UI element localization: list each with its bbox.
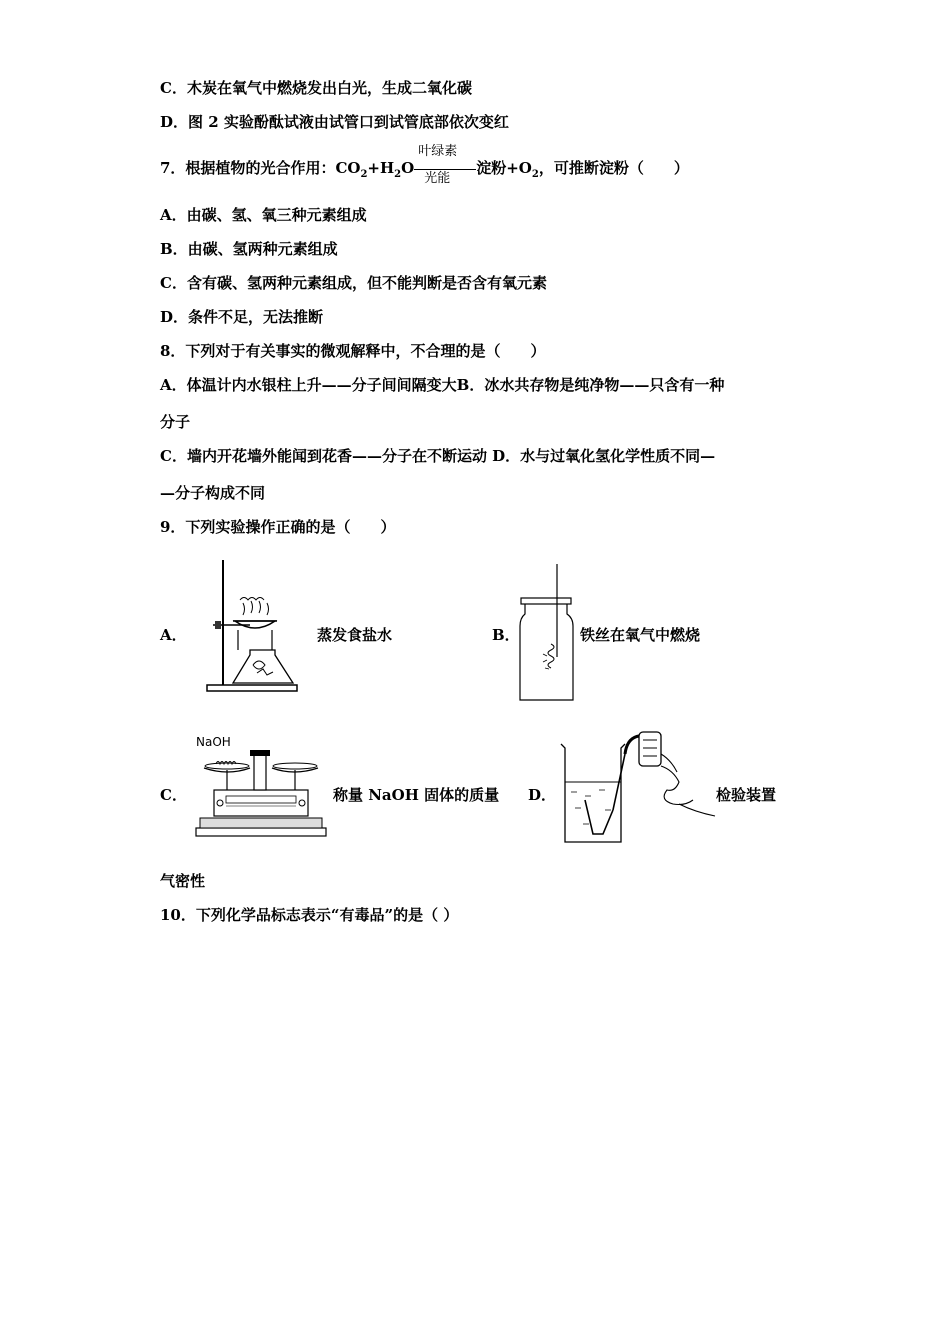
q7-o: O (401, 159, 415, 177)
q8-line3: C．墙内开花墙外能闻到花香——分子在不断运动 D．水与过氧化氢化学性质不同— (160, 447, 716, 465)
q6-option-d: D．图 2 实验酚酞试液由试管口到试管底部依次变红 (160, 113, 509, 131)
q7-stem (160, 144, 689, 186)
q7-sub-h2: 2 (394, 169, 402, 180)
q9-c-text: 称量 NaOH 固体的质量 (333, 786, 500, 804)
q7-sub-o2: 2 (531, 169, 539, 180)
q9-stem: 9．下列实验操作正确的是（ ） (160, 518, 396, 536)
q9-d-continued: 气密性 (160, 872, 206, 890)
q7-product: 淀粉+O (476, 159, 532, 177)
q7-option-b: B．由碳、氢两种元素组成 (160, 240, 338, 258)
q7-stem-prefix: 7．根据植物的光合作用：CO (160, 159, 361, 177)
q9-d-text: 检验装置 (716, 786, 777, 804)
q8-line1: A．体温计内水银柱上升——分子间间隔变大B．冰水共存物是纯净物——只含有一种 (160, 376, 725, 394)
naoh-label: NaOH (196, 735, 231, 749)
q9-d-letter: D． (528, 786, 557, 804)
condition-top: 叶绿素 (418, 144, 458, 159)
q6-option-c: C．木炭在氧气中燃烧发出白光，生成二氧化碳 (160, 79, 472, 97)
evaporation-figure (205, 555, 305, 695)
q9-b-letter: B． (492, 626, 520, 644)
q9-a-letter: A． (160, 626, 187, 644)
q7-option-d: D．条件不足，无法推断 (160, 308, 324, 326)
iron-wire-combustion-figure (515, 562, 580, 702)
q7-stem-suffix: ，可推断淀粉（ ） (538, 159, 689, 177)
q8-stem: 8．下列对于有关事实的微观解释中，不合理的是（ ） (160, 342, 546, 360)
reaction-condition-arrow (414, 144, 476, 186)
q7-sub-co2: 2 (360, 169, 368, 180)
q8-line4: —分子构成不同 (160, 484, 266, 502)
q7-plus-h: +H (367, 159, 395, 177)
q9-a-text: 蒸发食盐水 (317, 626, 393, 644)
airtightness-check-figure (555, 730, 720, 848)
q9-b-text: 铁丝在氧气中燃烧 (580, 626, 701, 644)
q9-c-letter: C． (160, 786, 187, 804)
balance-scale-figure (190, 732, 330, 840)
q8-line2: 分子 (160, 413, 191, 431)
condition-bottom: 光能 (424, 171, 451, 186)
q10-stem: 10．下列化学品标志表示“有毒品”的是（ ） (160, 906, 459, 924)
q7-option-c: C．含有碳、氢两种元素组成，但不能判断是否含有氧元素 (160, 274, 547, 292)
q7-option-a: A．由碳、氢、氧三种元素组成 (160, 206, 367, 224)
